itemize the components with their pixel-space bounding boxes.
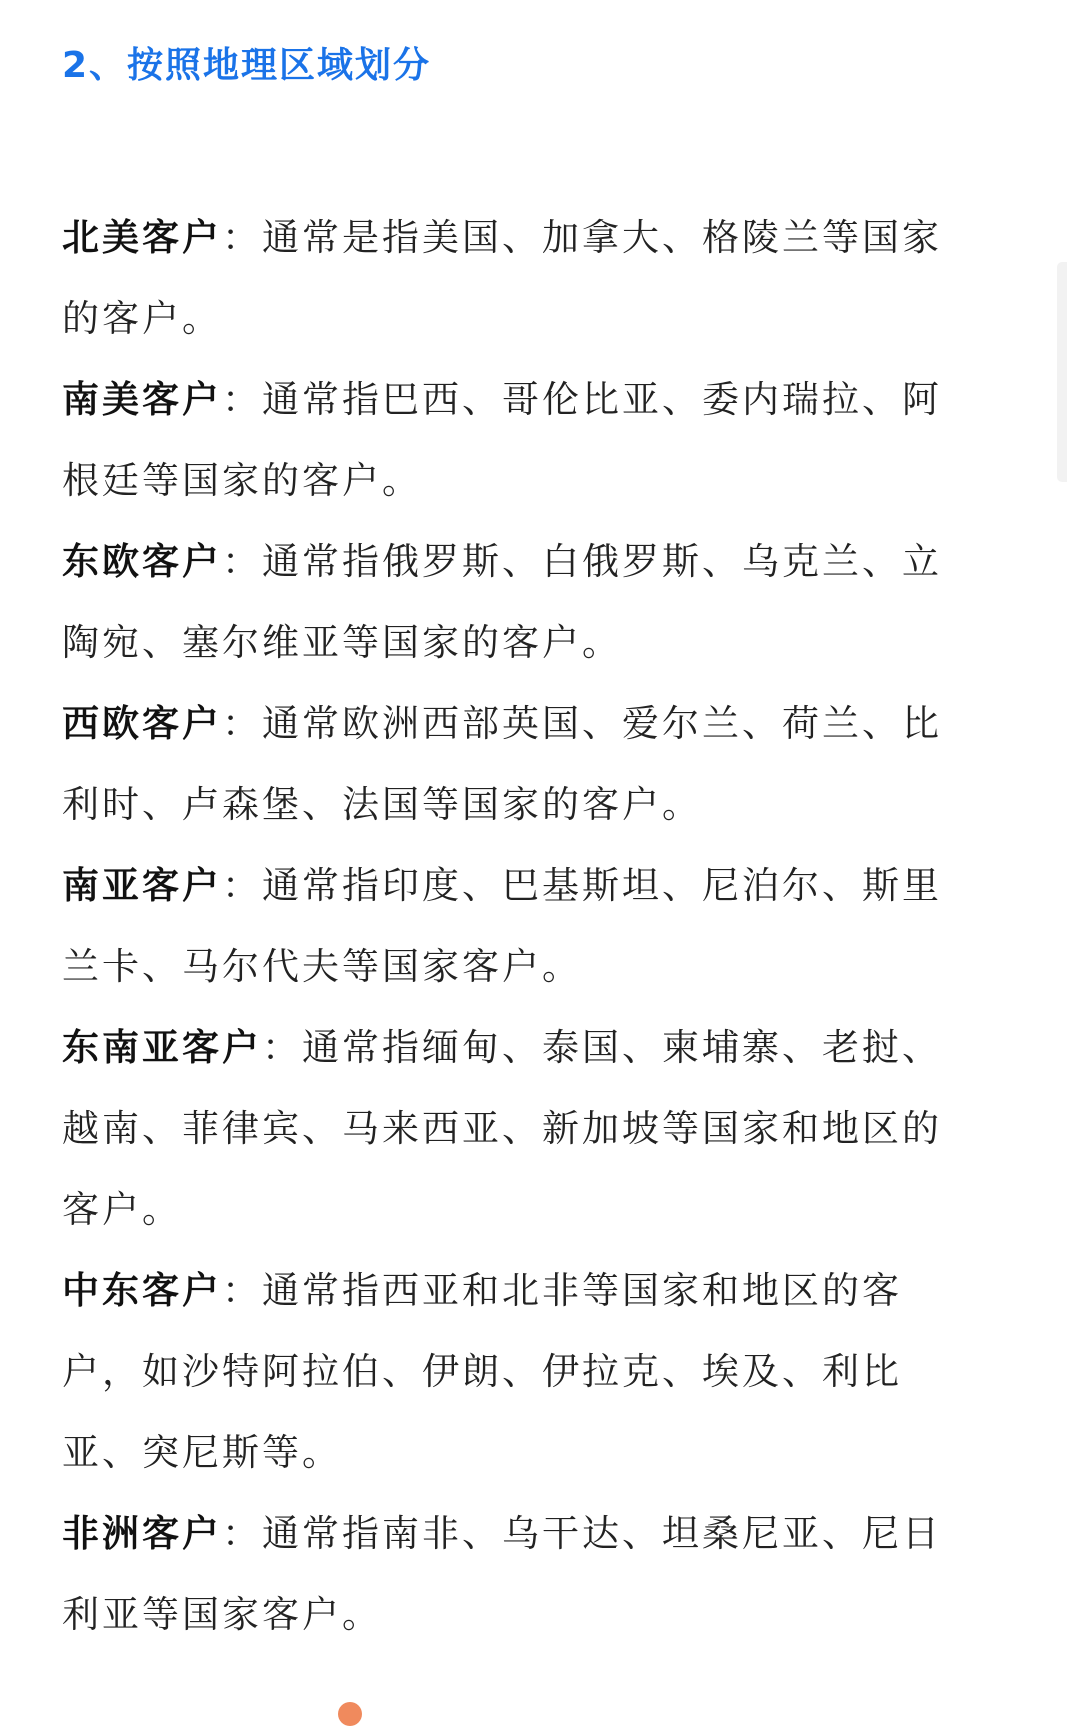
- article-section: [62, 40, 962, 1655]
- region-label: 南美客户: [62, 378, 222, 421]
- region-label: 南亚客户: [62, 864, 222, 907]
- region-list: [62, 197, 962, 1655]
- region-label: 非洲客户: [62, 1512, 222, 1555]
- region-item-western-europe: [62, 683, 962, 845]
- region-description: 通常指西亚和北非等国家和地区的客户，如沙特阿拉伯、伊朗、伊拉克、埃及、利比亚、突尼斯等。: [62, 1269, 902, 1474]
- region-description: 通常欧洲西部英国、爱尔兰、荷兰、比利时、卢森堡、法国等国家的客户。: [62, 702, 942, 826]
- region-description: 通常是指美国、加拿大、格陵兰等国家的客户。: [62, 216, 942, 340]
- region-label: 西欧客户: [62, 702, 222, 745]
- region-item-south-asia: [62, 845, 962, 1007]
- label-separator: ：: [222, 702, 262, 745]
- region-label: 中东客户: [62, 1269, 222, 1312]
- label-separator: ：: [222, 540, 262, 583]
- region-description: 通常指缅甸、泰国、柬埔寨、老挝、越南、菲律宾、马来西亚、新加坡等国家和地区的客户。: [62, 1026, 942, 1231]
- section-title: 2、按照地理区域划分: [62, 45, 432, 86]
- label-separator: ：: [222, 1269, 262, 1312]
- region-item-middle-east: [62, 1250, 962, 1493]
- region-label: 北美客户: [62, 216, 222, 259]
- label-separator: ：: [262, 1026, 302, 1069]
- region-label: 东南亚客户: [62, 1026, 262, 1069]
- region-item-eastern-europe: [62, 521, 962, 683]
- region-item-southeast-asia: [62, 1007, 962, 1250]
- region-description: 通常指南非、乌干达、坦桑尼亚、尼日利亚等国家客户。: [62, 1512, 942, 1636]
- region-item-africa: [62, 1493, 962, 1655]
- label-separator: ：: [222, 378, 262, 421]
- label-separator: ：: [222, 864, 262, 907]
- label-separator: ：: [222, 216, 262, 259]
- label-separator: ：: [222, 1512, 262, 1555]
- scrollbar-track[interactable]: [1057, 262, 1067, 482]
- region-description: 通常指巴西、哥伦比亚、委内瑞拉、阿根廷等国家的客户。: [62, 378, 942, 502]
- region-item-south-america: [62, 359, 962, 521]
- notification-dot-icon: [338, 1702, 362, 1726]
- region-description: 通常指俄罗斯、白俄罗斯、乌克兰、立陶宛、塞尔维亚等国家的客户。: [62, 540, 942, 664]
- region-item-north-america: [62, 197, 962, 359]
- region-description: 通常指印度、巴基斯坦、尼泊尔、斯里兰卡、马尔代夫等国家客户。: [62, 864, 942, 988]
- region-label: 东欧客户: [62, 540, 222, 583]
